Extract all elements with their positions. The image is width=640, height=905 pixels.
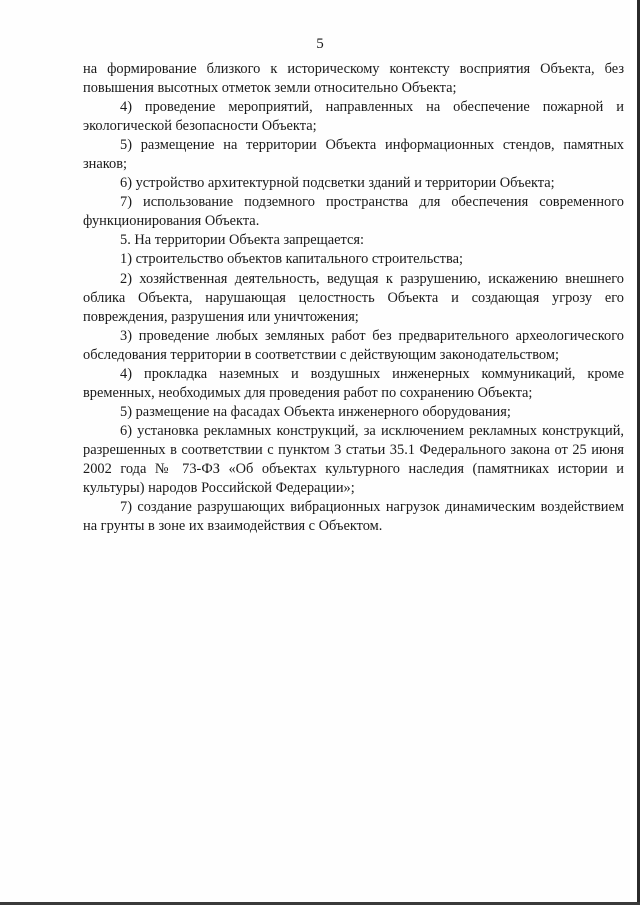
paragraph: на формирование близкого к историческому контексту восприятия Объекта, без повышения высотных отметок земли относительно Объекта; (83, 61, 624, 97)
page-number: 5 (316, 36, 324, 52)
list-item: 6) установка рекламных конструкций, за исключением рекламных конструкций, разрешенных в соответствии с пунктом 3 статьи 35.1 Федерального закона от 25 июня 2002 года № 73-ФЗ «Об объектах культурного наследия (памятниках истории и культуры) народов Российской Федерации»; (83, 422, 624, 497)
document-body (83, 60, 624, 536)
list-item: 3) проведение любых земляных работ без предварительного археологического обследования территории в соответствии с действующим законодательством; (83, 327, 624, 363)
list-item: 1) строительство объектов капитального строительства; (120, 251, 463, 268)
list-item: 7) создание разрушающих вибрационных нагрузок динамическим воздействием на грунты в зоне их взаимодействия с Объектом. (83, 499, 624, 535)
list-item: 4) прокладка наземных и воздушных инженерных коммуникаций, кроме временных, необходимых для проведения работ по сохранению Объекта; (83, 365, 624, 401)
list-item: 4) проведение мероприятий, направленных на обеспечение пожарной и экологической безопасности Объекта; (83, 99, 624, 135)
section-heading: 5. На территории Объекта запрещается: (120, 232, 364, 249)
list-item: 2) хозяйственная деятельность, ведущая к разрушению, искажению внешнего облика Объекта, нарушающая целостность Объекта и создающая угрозу его повреждения, разрушения или уничтожения; (83, 270, 624, 325)
list-item: 5) размещение на территории Объекта информационных стендов, памятных знаков; (83, 137, 624, 173)
list-item: 7) использование подземного пространства для обеспечения современного функционирования Объекта. (83, 194, 624, 230)
list-item: 5) размещение на фасадах Объекта инженерного оборудования; (120, 403, 511, 420)
list-item: 6) устройство архитектурной подсветки зданий и территории Объекта; (120, 175, 555, 192)
